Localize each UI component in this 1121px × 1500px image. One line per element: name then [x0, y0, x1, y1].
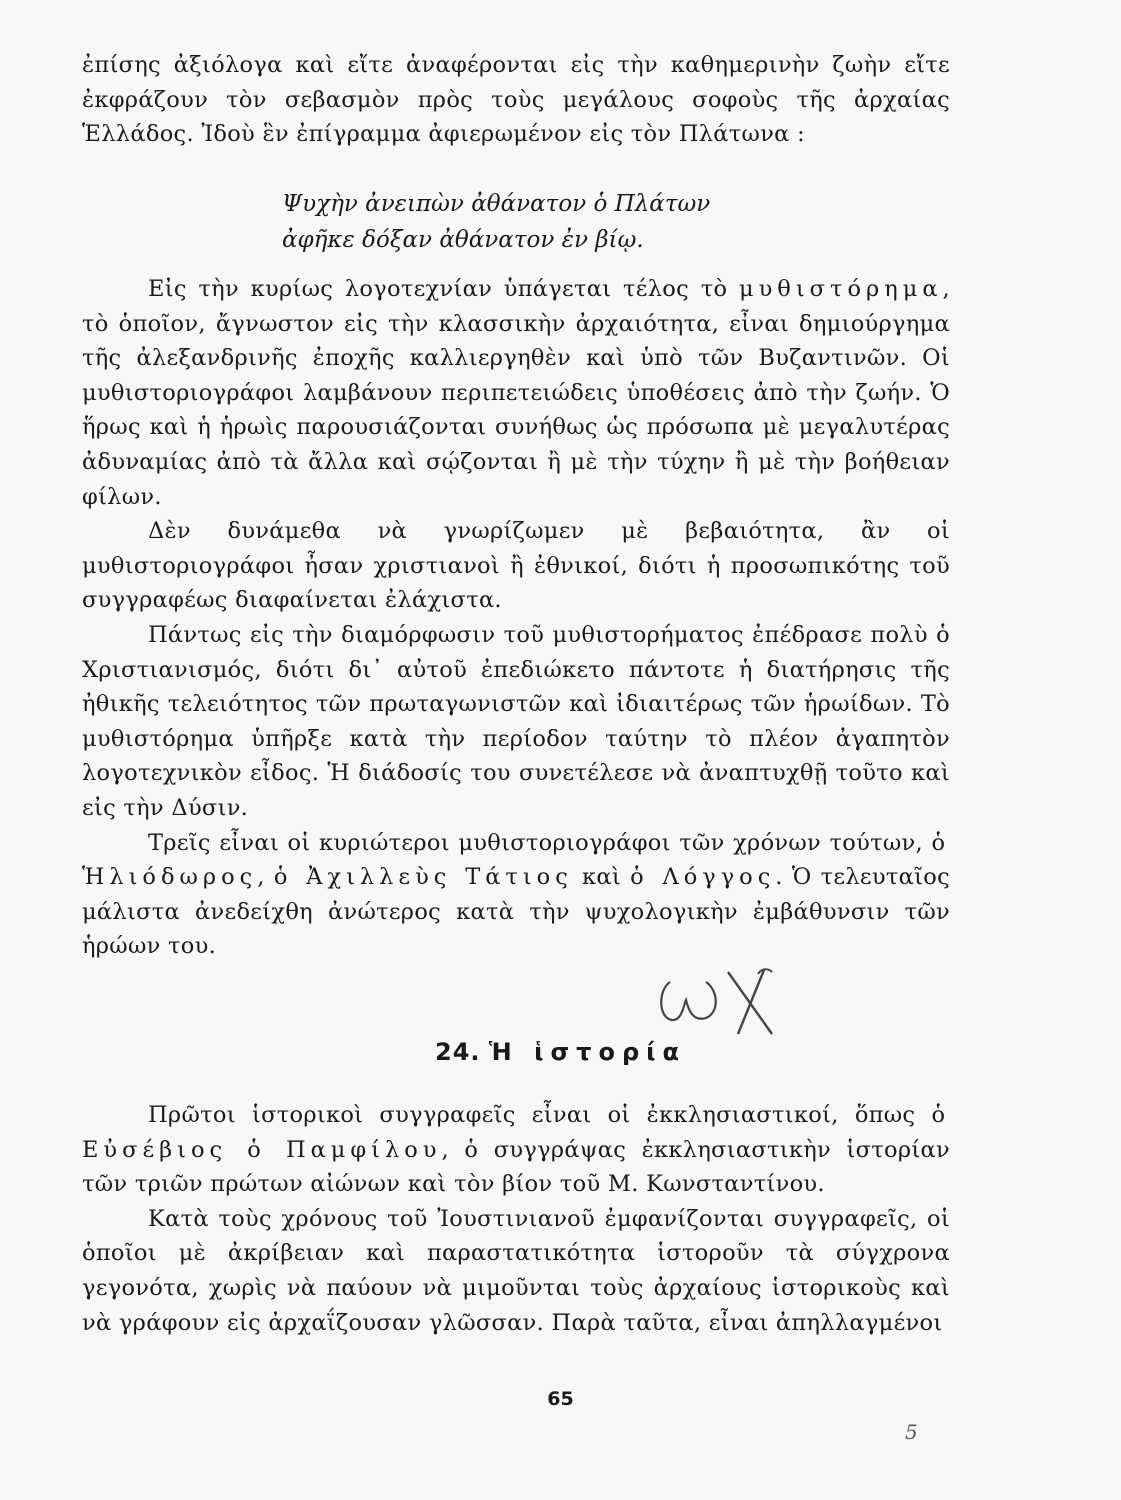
opening-paragraph — [82, 48, 950, 152]
author-heliodorus: ὁ Ἡλιόδωρος — [82, 829, 950, 891]
epigram — [282, 186, 710, 258]
paragraph-5-start: Τρεῖς εἶναι οἱ κυριώτεροι μυθιστοριογράφοι τῶν χρόνων τούτων, — [148, 829, 932, 856]
paragraph-2-start: Εἰς τὴν κυρίως λογοτεχνίαν ὑπάγεται τέλος τὸ — [148, 276, 739, 302]
author-longus: ὁ Λόγγος — [630, 864, 776, 891]
section-number: 24. — [435, 1038, 481, 1066]
paragraph-5 — [82, 826, 950, 964]
history-section — [82, 1098, 950, 1340]
paragraph-4: Πάντως εἰς τὴν διαμόρφωσιν τοῦ μυθιστορήματος ἐπέδρασε πολὺ ὁ Χριστιανισμός, διότι δι᾿ αὐτοῦ ἐπεδιώκετο πάντοτε ἡ διατήρησις τῆς ἠθικῆς τελειότητος τῶν πρωταγωνιστῶν καὶ ἰδιαιτέρως τῶν ἡρωίδων. Τὸ μυθιστόρημα ὑπῆρξε κατὰ τὴν περίοδον ταύτην τὸ πλέον ἀγαπητὸν λογοτεχνικὸν εἶδος. Ἡ διάδοσίς του συνετέλεσε νὰ ἀναπτυχθῇ τοῦτο καὶ εἰς τὴν Δύσιν. — [82, 621, 950, 821]
term-novel: μυθιστόρημα — [739, 276, 943, 302]
author-eusebius: ὁ Εὐσέβιος ὁ Παμφίλου — [82, 1102, 950, 1163]
paragraph-6-start: Πρῶτοι ἱστορικοὶ συγγραφεῖς εἶναι οἱ ἐκκλησιαστικοί, ὅπως — [148, 1102, 932, 1128]
novel-section — [82, 272, 950, 964]
paragraph-2-rest: , τὸ ὁποῖον, ἄγνωστον εἰς τὴν κλασσικὴν ἀρχαιότητα, εἶναι δημιούργημα τῆς ἀλεξανδρινῆς ἐποχῆς καλλιεργηθὲν καὶ ὑπὸ τῶν Βυζαντινῶν. Οἱ μυθιστοριογράφοι λαμβάνουν περιπετειώδεις ὑποθέσεις ἀπὸ τὴν ζωήν. Ὁ ἥρως καὶ ἡ ἡρωὶς παρουσιάζονται συνήθως ὡς πρόσωπα μὲ μεγαλυτέρας ἀδυναμίας ἀπὸ τὰ ἄλλα καὶ σῴζονται ἢ μὲ τὴν τύχην ἢ μὲ τὴν βοήθειαν φίλων. — [82, 276, 950, 510]
paragraph-1: ἐπίσης ἀξιόλογα καὶ εἴτε ἀναφέρονται εἰς τὴν καθημερινὴν ζωὴν εἴτε ἐκφράζουν τὸν σεβασμὸν πρὸς τοὺς μεγάλους σοφοὺς τῆς ἀρχαίας Ἑλλάδος. Ἰδοὺ ἓν ἐπίγραμμα ἀφιερωμένον εἰς τὸν Πλάτωνα : — [82, 52, 950, 148]
paragraph-6 — [82, 1098, 950, 1202]
paragraph-5-sep-1: , — [257, 864, 274, 891]
paragraph-3: Δὲν δυνάμεθα νὰ γνωρίζωμεν μὲ βεβαιότητα, ἂν οἱ μυθιστοριογράφοι ἦσαν χριστιανοὶ ἢ ἐθνικοί, διότι ἡ προσωπικότης τοῦ συγγραφέως διαφαίνεται ἐλάχιστα. — [82, 518, 950, 614]
paragraph-7: Κατὰ τοὺς χρόνους τοῦ Ἰουστινιανοῦ ἐμφανίζονται συγγραφεῖς, οἱ ὁποῖοι μὲ ἀκρίβειαν καὶ παραστατικότητα ἱστοροῦν τὰ σύγχρονα γεγονότα, χωρὶς νὰ παύουν νὰ μιμοῦνται τοὺς ἀρχαίους ἱστορικοὺς καὶ νὰ γράφουν εἰς ἀρχαΐζουσαν γλῶσσαν. Παρὰ ταῦτα, εἶναι ἀπηλλαγμένοι — [82, 1205, 950, 1336]
paragraph-5-sep-2: καὶ — [572, 864, 631, 891]
paragraph-6-rest: , ὁ συγγράψας ἐκκλησιαστικὴν ἱστορίαν τῶν τριῶν πρώτων αἰώνων καὶ τὸν βίον τοῦ Μ. Κωνσταντίνου. — [82, 1136, 950, 1198]
paragraph-5-rest: . Ὁ τελευταῖος μάλιστα ἀνεδείχθη ἀνώτερος κατὰ τὴν ψυχολογικὴν ἐμβάθυνσιν τῶν ἡρώων του. — [82, 864, 950, 960]
handwritten-mark — [640, 960, 790, 1040]
section-heading — [0, 1038, 1121, 1066]
epigram-line-2: ἀφῆκε δόξαν ἀθάνατον ἐν βίῳ. — [282, 227, 644, 253]
corner-mark: 5 — [905, 1420, 918, 1444]
section-title: Ἡ ἱστορία — [488, 1038, 686, 1066]
epigram-line-1: Ψυχὴν ἀνειπὼν ἀθάνατον ὁ Πλάτων — [282, 191, 711, 217]
author-achilles-tatius: ὁ Ἀχιλλεὺς Τάτιος — [273, 864, 573, 891]
page-number: 65 — [547, 1388, 574, 1410]
paragraph-2 — [82, 272, 950, 514]
